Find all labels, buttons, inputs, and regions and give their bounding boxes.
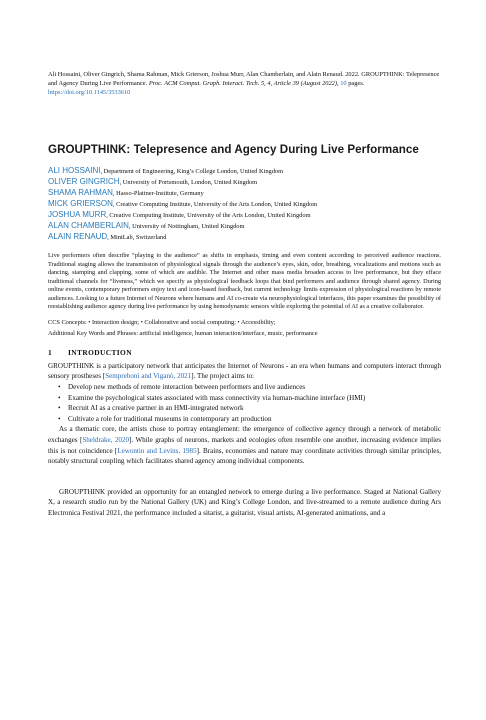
- author-affiliation: , Creative Computing Institute, University of the Arts London, United Kingdom: [112, 201, 318, 208]
- author-line: [48, 166, 441, 177]
- section-title: INTRODUCTION: [68, 347, 132, 357]
- reference-authors: Ali Hossaini, Oliver Gingrich, Shama Rahman, Mick Grierson, Joshua Murr, Alan Chamberlain, and Alain Renaud.: [48, 71, 344, 78]
- author-name: MICK GRIERSON: [48, 199, 113, 208]
- list-item-text: Cultivate a role for traditional museums in contemporary art production: [68, 414, 272, 423]
- author-affiliation: , Hasso-Plattner-Institute, Germany: [112, 190, 204, 197]
- bullet-icon: •: [58, 383, 61, 392]
- paragraph-text: ]. The project aims to:: [191, 372, 254, 381]
- author-affiliation: , University of Portsmouth, London, United Kingdom: [119, 179, 258, 186]
- paragraph: [48, 424, 441, 466]
- keywords: Additional Key Words and Phrases: artificial intelligence, human interaction/interface, music, performance: [48, 329, 318, 337]
- section-body: [48, 361, 441, 519]
- bullet-icon: •: [58, 393, 61, 402]
- list-item-text: Develop new methods of remote interaction between performers and live audiences: [68, 383, 306, 392]
- paragraph-text: GROUPTHINK is a participatory network that anticipates the Internet of Neurons - an era when humans and computers interact through sensory prostheses [: [48, 361, 441, 381]
- citation-link[interactable]: Sempreboni and Viganò, 2021: [105, 372, 192, 381]
- doi-link[interactable]: https://doi.org/10.1145/3533610: [48, 89, 131, 96]
- list-item: [58, 403, 441, 414]
- paper-title: GROUPTHINK: Telepresence and Agency During Live Performance: [48, 143, 419, 156]
- author-affiliation: , MintLab, Switzerland: [107, 234, 167, 241]
- paragraph: GROUPTHINK provided an opportunity for an entangled network to emerge during a live performance. Staged at National Gallery X, a research studio run by the National Gallery (UK) and King’s College London, and live-streamed to a remote audience during Ars Electronica Festival 2021, the performance included a sitarist, a guitarist, visual artists, AI-generated animations, and a: [48, 487, 441, 517]
- author-line: [48, 221, 441, 232]
- author-affiliation: , Department of Engineering, King’s College London, United Kingdom: [100, 168, 284, 175]
- section-heading: [48, 348, 441, 357]
- author-line: [48, 177, 441, 188]
- reference-volume: 5, 4, Article 39 (August 2022),: [260, 80, 339, 87]
- reference-pages-rest: pages.: [348, 80, 365, 87]
- paragraph-text: ]. Brains, economies and nature may coordinate activities through similar principles, notably structural coupling which facilitates shared agency among individual components.: [48, 446, 441, 466]
- author-name: JOSHUA MURR: [48, 210, 107, 219]
- paper-page: [48, 70, 441, 519]
- list-item-text: Examine the psychological states associated with mass connectivity via human-machine interface (HMI): [68, 393, 366, 402]
- paragraph-text: As a thematic core, the artists chose to portray entanglement: the emergence of collective agency through a network of metabolic exchanges [: [48, 425, 441, 444]
- author-name: ALI HOSSAINI: [48, 166, 101, 175]
- author-affiliation: , Creative Computing Institute, University of the Arts London, United Kingdom: [106, 212, 311, 219]
- section-number: 1: [48, 347, 53, 357]
- paragraph: [48, 361, 441, 382]
- author-name: ALAN CHAMBERLAIN: [48, 221, 129, 230]
- list-item-text: Recruit AI as a creative partner in an HMI-integrated network: [68, 404, 244, 413]
- reference-journal: Proc. ACM Comput. Graph. Interact. Tech.: [148, 80, 260, 87]
- paragraph-gap: [48, 467, 441, 487]
- bullet-icon: •: [58, 414, 61, 423]
- abstract: Live performers often describe “playing to the audience” as shifts in emphasis, timing and even content according to perceived audience reactions. Traditional staging allows the transmission of physiological signals through the audience’s eyes, skin, odor, breathing, vocalizations and motions such as dancing, stamping and clapping, some of which are audible. The Internet and other mass media broaden access to live performance, but they efface traditional channels for “liveness,” which we specify as physiological feedback loops that bind performers and audience through shared agency. During online events, contemporary performers enjoy text and icon-based feedback, but current technology limits expression of physiological reactions by remote audiences. Looking to a future Internet of Neurons where humans and AI co-create via neurophysiological interfaces, this paper examines the possibility of reestablishing audience agency during live performance by using hemodynamic sensors while exploring the potential of AI as a creative collaborator.: [48, 252, 441, 311]
- ccs-concepts: CCS Concepts: • Interaction design; • Collaborative and social computing; • Accessibility;: [48, 318, 276, 326]
- citation-link[interactable]: Lewontin and Levins, 1985: [117, 446, 197, 455]
- reference-text: 2022. GROUPTHINK: Telepresence and Agency During Live Performance.: [48, 71, 440, 87]
- author-line: [48, 188, 441, 199]
- list-item: [58, 393, 441, 404]
- paragraph-text: ]. While graphs of neurons, markets and ecologies often resemble one another, increasing evidence implies this is not coincidence [: [48, 435, 441, 455]
- author-name: ALAIN RENAUD: [48, 232, 108, 241]
- author-affiliation: , University of Nottingham, United Kingdom: [128, 223, 245, 230]
- list-item: [58, 414, 441, 425]
- author-name: OLIVER GINGRICH: [48, 177, 120, 186]
- author-list: [48, 166, 441, 243]
- author-line: [48, 210, 441, 221]
- bullet-icon: •: [58, 404, 61, 413]
- acm-reference: [48, 70, 441, 97]
- author-line: [48, 199, 441, 210]
- list-item: [58, 382, 441, 393]
- citation-link[interactable]: Sheldrake, 2020: [82, 435, 130, 444]
- reference-pages-link[interactable]: 10: [340, 80, 347, 87]
- aims-list: [48, 382, 441, 424]
- author-name: SHAMA RAHMAN: [48, 188, 113, 197]
- author-line: [48, 232, 441, 243]
